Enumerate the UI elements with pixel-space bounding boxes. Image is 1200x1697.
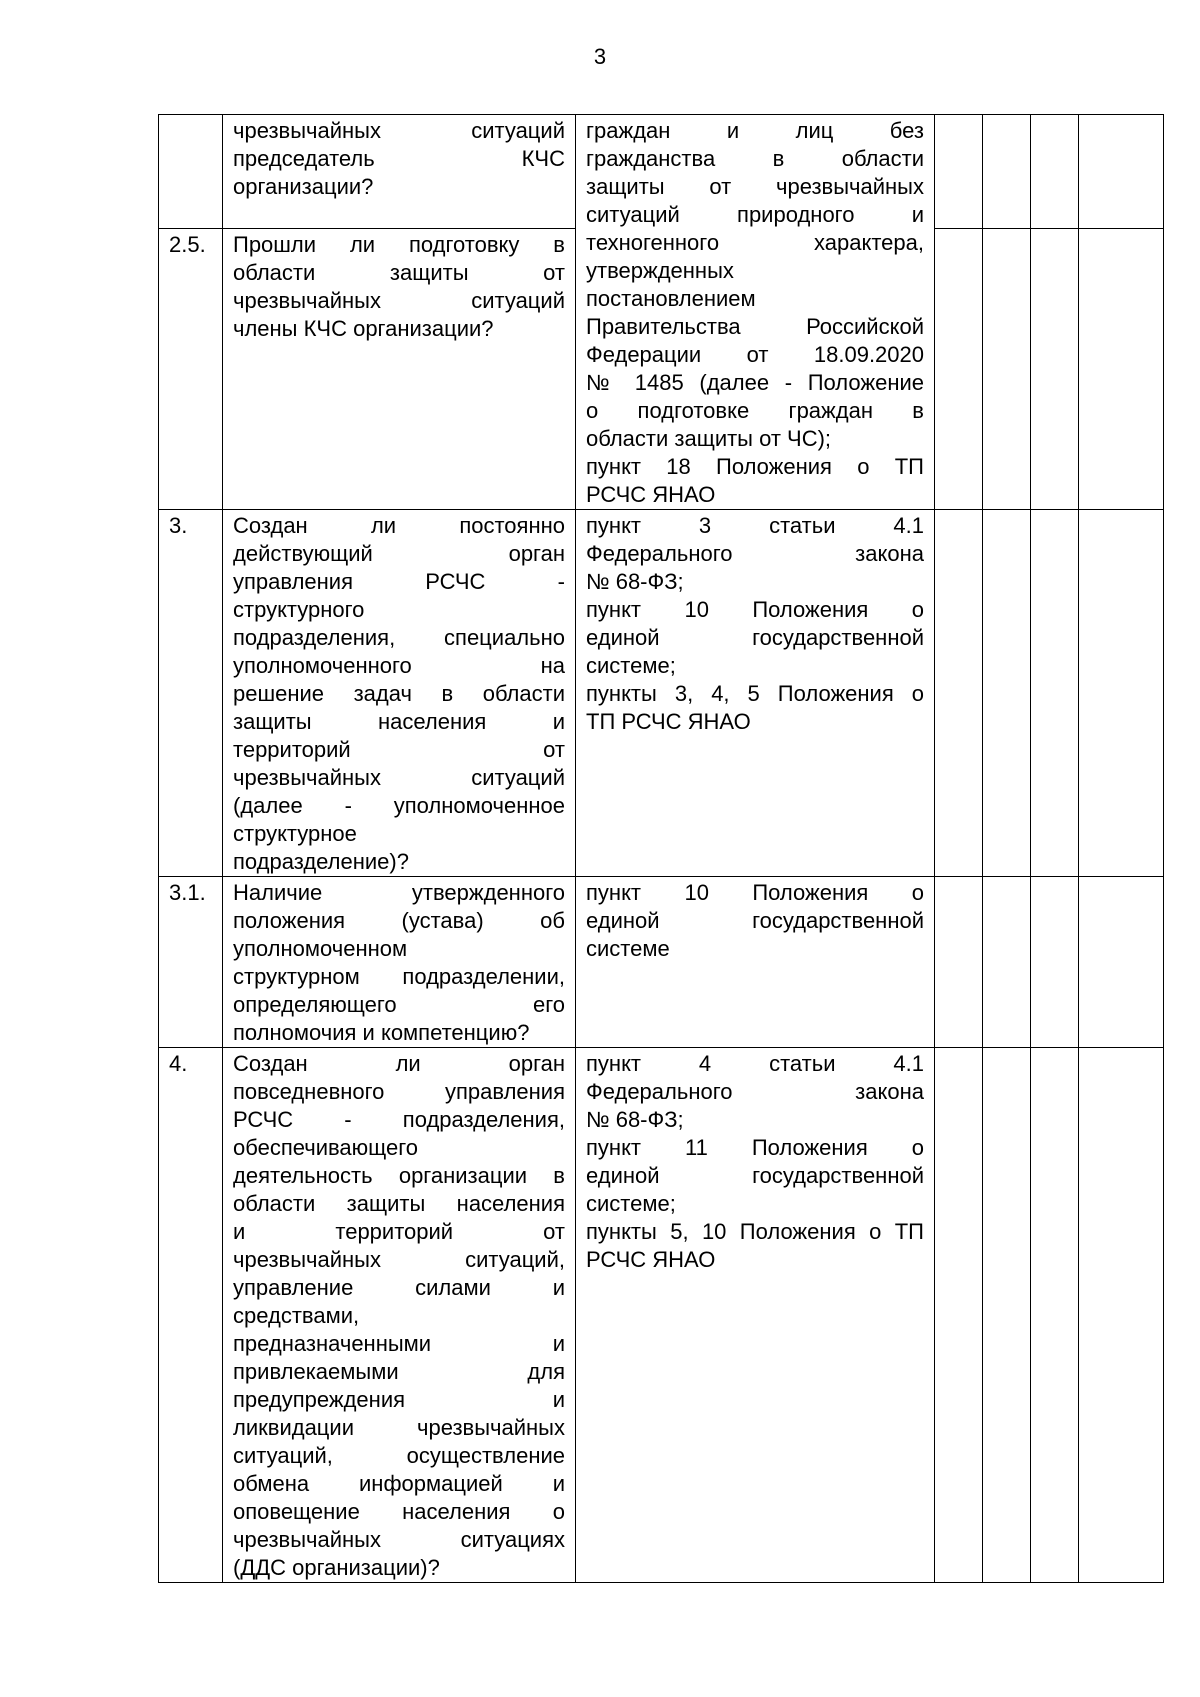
question-text-line: оповещение населения о (233, 1499, 565, 1524)
question-text-line: действующий орган (233, 541, 565, 566)
legal-basis-text-line: пункт 10 Положения о (586, 597, 924, 622)
question-text-line: предназначенными и (233, 1331, 565, 1356)
question-cell (223, 877, 576, 1048)
question-text-line: территорий от (233, 737, 565, 762)
question-text-line: ликвидации чрезвычайных (233, 1415, 565, 1440)
question-text-line: чрезвычайных ситуаций (233, 118, 565, 143)
item-number: 3. (159, 510, 223, 877)
legal-basis-text-line: утвержденных (586, 258, 734, 283)
legal-basis-text-line: Федерального закона (586, 1079, 924, 1104)
legal-basis-text-line: РСЧС ЯНАО (586, 482, 716, 507)
question-text-line: чрезвычайных ситуаций, (233, 1247, 565, 1272)
legal-basis-text-line: Правительства Российской (586, 314, 924, 339)
question-cell (223, 229, 576, 510)
item-number (159, 115, 223, 229)
legal-basis-cell (576, 115, 935, 510)
legal-basis-text-line: № 68-ФЗ; (586, 1107, 684, 1132)
answer-cell-na (1031, 115, 1079, 229)
legal-basis-text-line: единой государственной (586, 908, 924, 933)
question-text-line: (ДДС организации)? (233, 1555, 440, 1580)
answer-cell-note (1079, 510, 1164, 877)
legal-basis-text-line: единой государственной (586, 625, 924, 650)
question-text-line: решение задач в области (233, 681, 565, 706)
answer-cell-na (1031, 877, 1079, 1048)
table-row (159, 877, 1164, 1048)
question-text-line: подразделения, специально (233, 625, 565, 650)
legal-basis-text-line: техногенного характера, (586, 230, 924, 255)
answer-cell-yes (935, 229, 983, 510)
legal-basis-cell (576, 510, 935, 877)
answer-cell-no (983, 877, 1031, 1048)
legal-basis-text-line: системе; (586, 653, 676, 678)
question-cell (223, 1048, 576, 1583)
legal-basis-cell (576, 1048, 935, 1583)
legal-basis-text-line: РСЧС ЯНАО (586, 1247, 716, 1272)
question-text-line: РСЧС - подразделения, (233, 1107, 565, 1132)
legal-basis-text-line: пункт 10 Положения о (586, 880, 924, 905)
answer-cell-na (1031, 510, 1079, 877)
question-text-line: деятельность организации в (233, 1163, 565, 1188)
answer-cell-note (1079, 877, 1164, 1048)
legal-basis-text-line: пункты 3, 4, 5 Положения о (586, 681, 924, 706)
answer-cell-na (1031, 229, 1079, 510)
legal-basis-text-line: граждан и лиц без (586, 118, 924, 143)
answer-cell-note (1079, 1048, 1164, 1583)
answer-cell-no (983, 229, 1031, 510)
question-text-line: Прошли ли подготовку в (233, 232, 565, 258)
legal-basis-text-line: ситуаций природного и (586, 202, 924, 227)
question-text-line: и территорий от (233, 1219, 565, 1244)
answer-cell-no (983, 115, 1031, 229)
question-text-line: положения (устава) об (233, 908, 565, 933)
question-text-line: Создан ли орган (233, 1051, 565, 1076)
item-number: 3.1. (159, 877, 223, 1048)
legal-basis-text-line: пункт 3 статьи 4.1 (586, 513, 924, 538)
question-text-line: уполномоченного на (233, 653, 565, 678)
legal-basis-text-line: Федерального закона (586, 541, 924, 566)
question-text-line: председатель КЧС (233, 146, 565, 171)
legal-basis-text-line: системе (586, 936, 670, 961)
question-text-line: ситуаций, осуществление (233, 1443, 565, 1468)
question-text-line: определяющего его (233, 992, 565, 1017)
answer-cell-no (983, 510, 1031, 877)
question-text-line: обмена информацией и (233, 1471, 565, 1496)
question-text-line: члены КЧС организации? (233, 316, 494, 342)
legal-basis-text-line: о подготовке граждан в (586, 398, 924, 423)
question-text-line: области защиты от (233, 260, 565, 286)
question-text-line: Наличие утвержденного (233, 880, 565, 905)
legal-basis-text-line: области защиты от ЧС); (586, 426, 832, 451)
answer-cell-no (983, 1048, 1031, 1583)
question-text-line: защиты населения и (233, 709, 565, 734)
question-text-line: структурного (233, 597, 365, 622)
legal-basis-text-line: постановлением (586, 286, 756, 311)
question-text-line: организации? (233, 174, 374, 199)
item-number: 4. (159, 1048, 223, 1583)
question-text-line: управление силами и (233, 1275, 565, 1300)
legal-basis-text-line: № 1485 (далее - Положение (586, 370, 924, 395)
item-number: 2.5. (159, 229, 223, 510)
table-row (159, 115, 1164, 229)
legal-basis-text-line: пункт 11 Положения о (586, 1135, 924, 1160)
table-row (159, 1048, 1164, 1583)
question-text-line: полномочия и компетенцию? (233, 1020, 530, 1045)
answer-cell-yes (935, 877, 983, 1048)
question-text-line: подразделение)? (233, 849, 409, 874)
legal-basis-text-line: системе; (586, 1191, 676, 1216)
answer-cell-yes (935, 115, 983, 229)
question-text-line: обеспечивающего (233, 1135, 419, 1160)
question-text-line: чрезвычайных ситуаций (233, 288, 565, 314)
question-cell (223, 510, 576, 877)
answer-cell-yes (935, 510, 983, 877)
question-text-line: привлекаемыми для (233, 1359, 565, 1384)
legal-basis-text-line: пункт 18 Положения о ТП (586, 454, 924, 479)
legal-basis-text-line: защиты от чрезвычайных (586, 174, 924, 199)
legal-basis-text-line: единой государственной (586, 1163, 924, 1188)
page-number: 3 (593, 44, 607, 69)
answer-cell-note (1079, 115, 1164, 229)
legal-basis-text-line: ТП РСЧС ЯНАО (586, 709, 751, 734)
question-text-line: (далее - уполномоченное (233, 793, 565, 818)
answer-cell-note (1079, 229, 1164, 510)
question-text-line: структурное (233, 821, 357, 846)
legal-basis-text-line: гражданства в области (586, 146, 924, 171)
legal-basis-cell (576, 877, 935, 1048)
question-text-line: предупреждения и (233, 1387, 565, 1412)
question-text-line: Создан ли постоянно (233, 513, 565, 538)
question-text-line: чрезвычайных ситуаций (233, 765, 565, 790)
question-text-line: уполномоченном (233, 936, 408, 961)
question-text-line: повседневного управления (233, 1079, 565, 1104)
question-text-line: структурном подразделении, (233, 964, 565, 989)
checklist-table (158, 114, 1164, 1583)
table-row (159, 510, 1164, 877)
question-text-line: средствами, (233, 1303, 360, 1328)
legal-basis-text-line: пункты 5, 10 Положения о ТП (586, 1219, 924, 1244)
answer-cell-yes (935, 1048, 983, 1583)
question-cell (223, 115, 576, 229)
answer-cell-na (1031, 1048, 1079, 1583)
legal-basis-text-line: № 68-ФЗ; (586, 569, 684, 594)
question-text-line: области защиты населения (233, 1191, 565, 1216)
legal-basis-text-line: пункт 4 статьи 4.1 (586, 1051, 924, 1076)
question-text-line: чрезвычайных ситуациях (233, 1527, 565, 1552)
legal-basis-text-line: Федерации от 18.09.2020 (586, 342, 924, 367)
question-text-line: управления РСЧС - (233, 569, 565, 594)
